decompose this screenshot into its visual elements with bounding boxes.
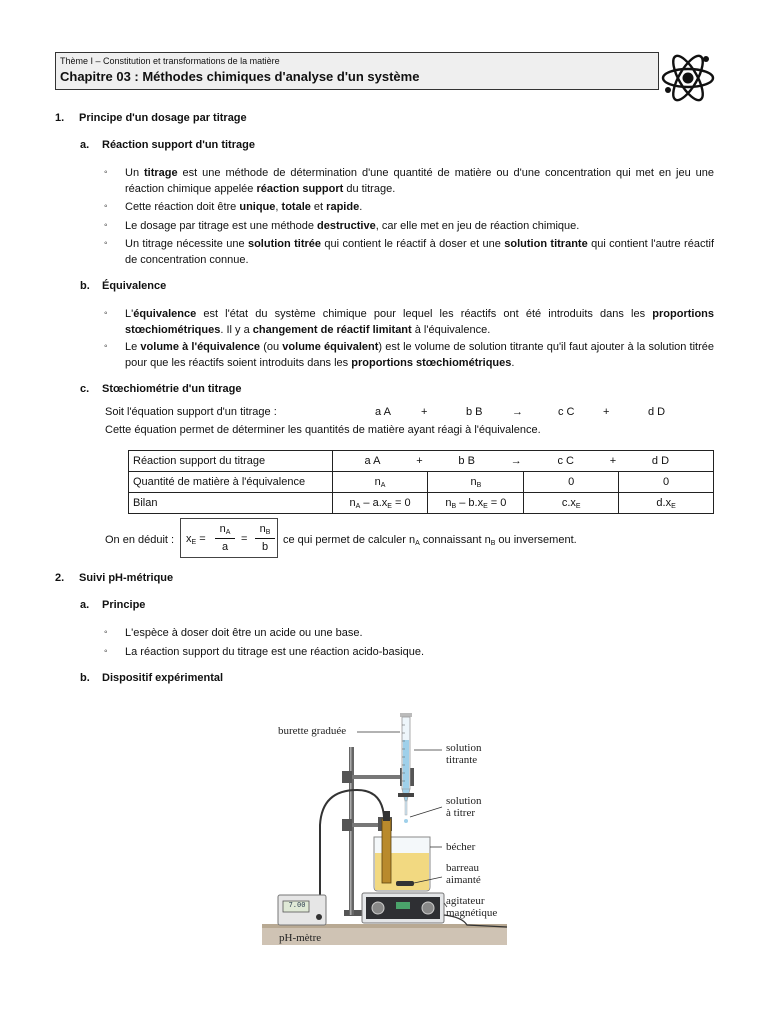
table-cell: a A + b B → c C + d D — [332, 451, 713, 472]
titration-apparatus-figure — [262, 705, 512, 950]
fraction-na-a: $n_A$ a — [215, 523, 235, 553]
table-cell: 0 — [524, 472, 619, 493]
list-item: ◦ Un titrage nécessite une solution titrée qui contient le réactif à doser et une solution titrante qui contient l'autre réactif de concentration connue. — [104, 238, 714, 266]
table-cell: $n_B$ — [428, 472, 524, 493]
equation-term: a A — [375, 406, 391, 418]
equation-intro: Soit l'équation support d'un titrage : — [105, 406, 277, 418]
atom-icon — [660, 50, 716, 106]
section-2-title: Suivi pH-métrique — [79, 572, 174, 584]
subsection-2a-title: Principe — [102, 599, 146, 611]
label-barreau: barreau aimanté — [446, 862, 481, 886]
list-item: ◦ La réaction support du titrage est une réaction acido-basique. — [104, 646, 425, 658]
subsection-1b-title: Équivalence — [102, 280, 167, 292]
equation-term: + — [421, 406, 428, 418]
table-cell: $d.x_E$ — [619, 493, 714, 514]
table-cell: Réaction support du titrage — [129, 451, 333, 472]
equation-term: → — [512, 406, 523, 418]
table-cell: 0 — [619, 472, 714, 493]
section-1-title: Principe d'un dosage par titrage — [79, 112, 247, 124]
deduce-sentence: ce qui permet de calculer $n_A$ connaissant $n_B$ ou inversement. — [283, 534, 577, 547]
label-agitateur: agitateur magnétique — [446, 895, 498, 919]
subsection-2b-title: Dispositif expérimental — [102, 672, 224, 684]
table-cell: $c.x_E$ — [524, 493, 619, 514]
table-row — [129, 451, 714, 472]
chapter-title: Chapitre 03 : Méthodes chimiques d'analyse d'un système — [60, 69, 420, 84]
label-solution-a-titrer: solution à titrer — [446, 795, 482, 819]
table-row — [129, 493, 714, 514]
list-item: ◦ Le dosage par titrage est une méthode destructive, car elle met en jeu de réaction chimique. — [104, 220, 580, 232]
equation-term: + — [603, 406, 610, 418]
table-cell: $n_A$ — [332, 472, 428, 493]
label-burette: burette graduée — [278, 725, 347, 737]
equation-term: c C — [558, 406, 575, 418]
table-row — [129, 472, 714, 493]
ph-meter-display: 7.00 — [288, 901, 306, 909]
fraction-nb-b: $n_B$ b — [255, 523, 275, 553]
label-solution-titrante: solution titrante — [446, 742, 482, 766]
table-cell: Bilan — [129, 493, 333, 514]
label-becher: bécher — [446, 841, 476, 853]
stoichiometry-table — [128, 450, 714, 514]
label-ph-metre: pH-mètre — [279, 932, 322, 944]
list-item: ◦ Un titrage est une méthode de détermination d'une quantité de matière ou d'une concentration qui met en jeu une réaction chimique appelée réaction support du titrage. — [104, 167, 714, 195]
equation-term: d D — [648, 406, 666, 418]
table-cell: Quantité de matière à l'équivalence — [129, 472, 333, 493]
equivalence-formula: $x_E$ = $n_A$ a = $n_B$ b — [180, 518, 278, 558]
list-item: ◦ L'équivalence est l'état du système chimique pour lequel les réactifs ont été introduits dans les proportions stœchiométriques. Il y a changement de réactif limitant à l'équivalence. — [104, 308, 714, 336]
theme-title: Thème I – Constitution et transformations de la matière — [60, 56, 280, 66]
list-item: ◦ Cette réaction doit être unique, totale et rapide. — [104, 201, 363, 213]
chapter-header — [55, 52, 659, 90]
subsection-1a-title: Réaction support d'un titrage — [102, 139, 255, 151]
table-cell: $n_B - b.x_E = 0$ — [428, 493, 524, 514]
table-cell: $n_A - a.x_E = 0$ — [332, 493, 428, 514]
subsection-1c-title: Stœchiométrie d'un titrage — [102, 383, 242, 395]
equation-term: b B — [466, 406, 483, 418]
list-item: ◦ Le volume à l'équivalence (ou volume équivalent) est le volume de solution titrante qu'il faut ajouter à la solution titrée pour que les réactifs soient introduits dans les proportions stœchiométriques. — [104, 341, 715, 369]
deduce-label: On en déduit : — [105, 534, 175, 546]
equation-sentence: Cette équation permet de déterminer les quantités de matière ayant réagi à l'équivalence. — [105, 424, 541, 436]
list-item: ◦ L'espèce à doser doit être un acide ou une base. — [104, 627, 363, 639]
